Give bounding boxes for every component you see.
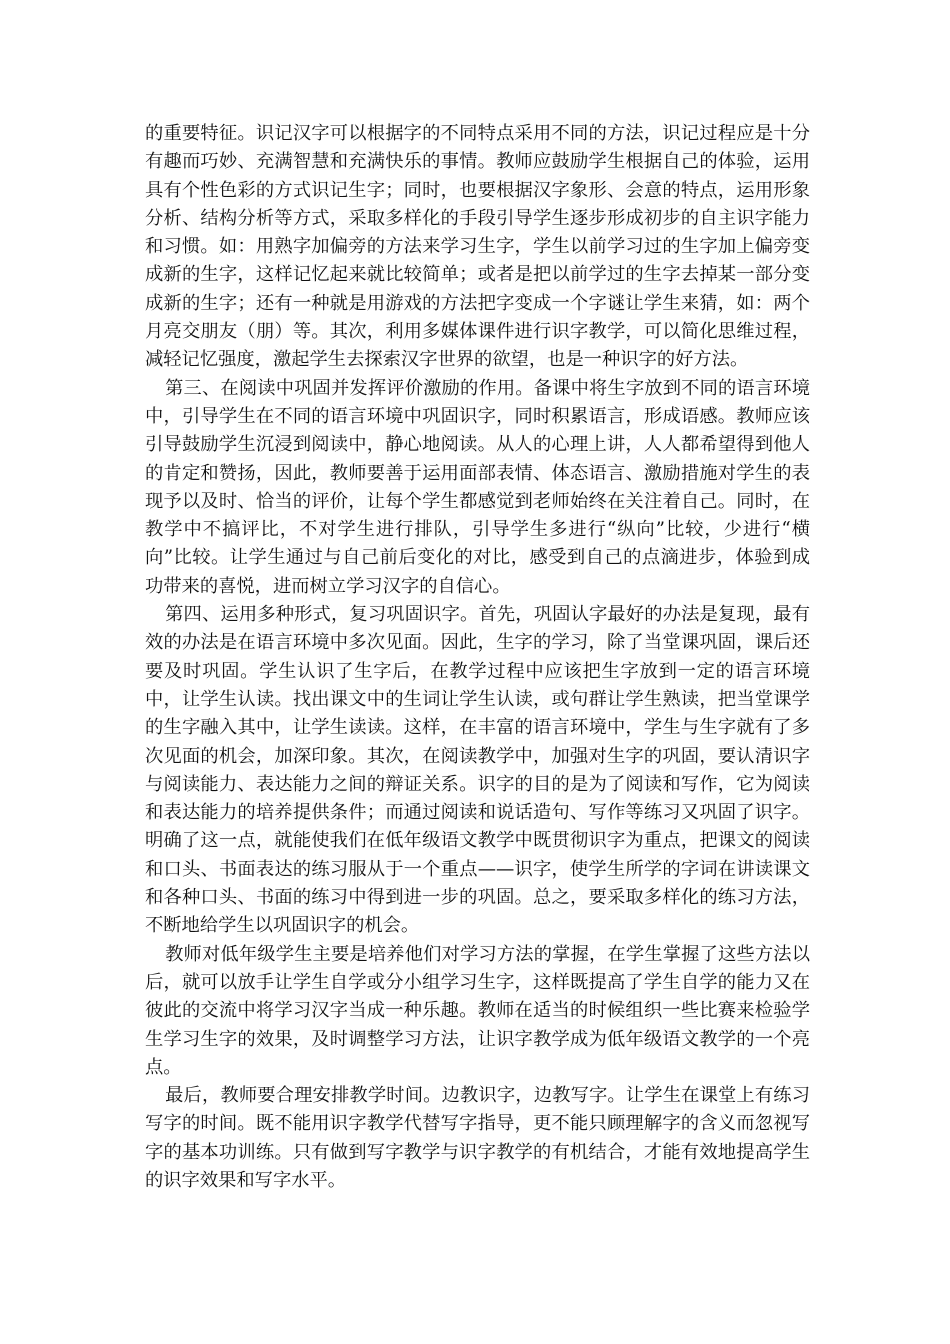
paragraph-continued: 的重要特征。识记汉字可以根据字的不同特点采用不同的方法，识记过程应是十分有趣而巧妙、充满智慧和充满快乐的事情。教师应鼓励学生根据自己的体验，运用具有个性色彩的方式识记生字；同时，也要根据汉字象形、会意的特点，运用形象分析、结构分析等方式，采取多样化的手段引导学生逐步形成初步的自主识字能力和习惯。如：用熟字加偏旁的方法来学习生字，学生以前学习过的生字加上偏旁变成新的生字，这样记忆起来就比较简单；或者是把以前学过的生字去掉某一部分变成新的生字；还有一种就是用游戏的方法把字变成一个字谜让学生来猜，如：两个月亮交朋友（朋）等。其次，利用多媒体课件进行识字教学，可以简化思维过程，减轻记忆强度，激起学生去探索汉字世界的欲望，也是一种识字的好方法。 [145, 123, 810, 371]
paragraph-teacher-method: 教师对低年级学生主要是培养他们对学习方法的掌握，在学生掌握了这些方法以后，就可以放手让学生自学或分小组学习生字，这样既提高了学生自学的能力又在彼此的交流中将学习汉字当成一种乐趣。教师在适当的时候组织一些比赛来检验学生学习生字的效果，及时调整学习方法，让识字教学成为低年级语文教学的一个亮点。 [145, 943, 810, 1078]
paragraph-final: 最后，教师要合理安排教学时间。边教识字，边教写字。让学生在课堂上有练习写字的时间。既不能用识字教学代替写字指导，更不能只顾理解字的含义而忽视写字的基本功训练。只有做到写字教学与识字教学的有机结合，才能有效地提高学生的识字效果和写字水平。 [145, 1085, 810, 1191]
paragraph-fourth-point: 第四、运用多种形式，复习巩固识字。首先，巩固认字最好的办法是复现，最有效的办法是在语言环境中多次见面。因此，生字的学习，除了当堂课巩固，课后还要及时巩固。学生认识了生字后，在教学过程中应该把生字放到一定的语言环境中，让学生认读。找出课文中的生词让学生认读，或句群让学生熟读，把当堂课学的生字融入其中，让学生读读。这样，在丰富的语言环境中，学生与生字就有了多次见面的机会，加深印象。其次，在阅读教学中，加强对生字的巩固，要认清识字与阅读能力、表达能力之间的辩证关系。识字的目的是为了阅读和写作，它为阅读和表达能力的培养提供条件；而通过阅读和说话造句、写作等练习又巩固了识字。明确了这一点，就能使我们在低年级语文教学中既贯彻识字为重点，把课文的阅读和口头、书面表达的练习服从于一个重点——识字，使学生所学的字词在讲读课文和各种口头、书面的练习中得到进一步的巩固。总之，要采取多样化的练习方法，不断地给学生以巩固识字的机会。 [145, 604, 810, 937]
document-body [145, 120, 810, 1195]
paragraph-third-point: 第三、在阅读中巩固并发挥评价激励的作用。备课中将生字放到不同的语言环境中，引导学生在不同的语言环境中巩固识字，同时积累语言，形成语感。教师应该引导鼓励学生沉浸到阅读中，静心地阅读。从人的心理上讲，人人都希望得到他人的肯定和赞扬，因此，教师要善于运用面部表情、体态语言、激励措施对学生的表现予以及时、恰当的评价，让每个学生都感觉到老师始终在关注着自己。同时，在教学中不搞评比，不对学生进行排队，引导学生多进行“纵向”比较，少进行“横向”比较。让学生通过与自己前后变化的对比，感受到自己的点滴进步，体验到成功带来的喜悦，进而树立学习汉字的自信心。 [145, 377, 810, 597]
